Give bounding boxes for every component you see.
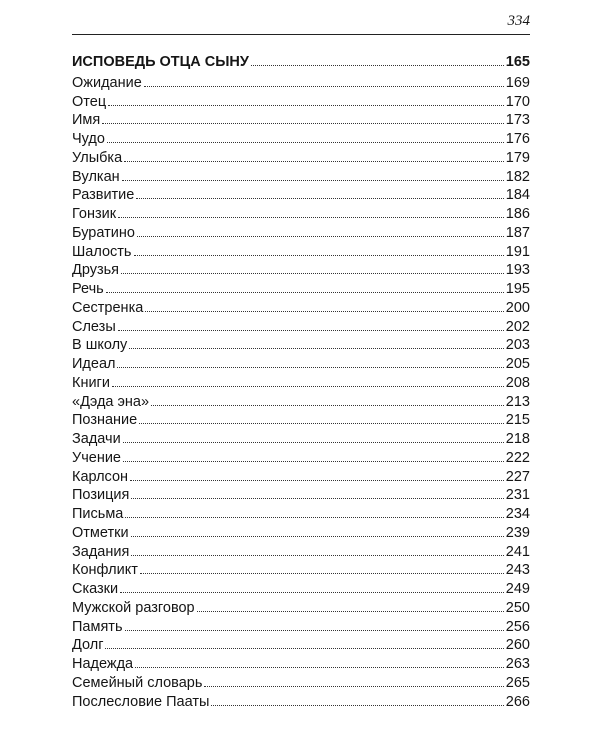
toc-entry-page: 176 <box>505 131 530 147</box>
toc-entry-page: 213 <box>505 393 530 410</box>
toc-entry-page: 241 <box>505 543 530 560</box>
toc-entry-title: Письма <box>72 506 124 522</box>
toc-entry-title: «Дэда эна» <box>72 393 150 410</box>
toc-entry <box>72 618 530 637</box>
toc-entry-page: 208 <box>505 374 530 391</box>
toc-entry-page: 265 <box>505 674 530 691</box>
toc-entry <box>72 186 530 205</box>
leader-dots <box>102 122 504 124</box>
toc-entry <box>72 93 530 112</box>
leader-dots <box>145 310 504 312</box>
toc-entry <box>72 355 530 374</box>
toc-entry <box>72 243 530 262</box>
toc-entry-page: 179 <box>505 149 530 166</box>
toc-entry-page: 218 <box>505 431 530 447</box>
toc-entry <box>72 468 530 487</box>
toc-entry-title: Семейный словарь <box>72 674 203 691</box>
toc-entry-page: 263 <box>505 656 530 672</box>
toc-entry-title: Надежда <box>72 656 134 672</box>
toc-entry-page: 182 <box>505 168 530 185</box>
toc-entry-title: Чудо <box>72 131 105 147</box>
leader-dots <box>131 554 503 556</box>
toc-entry <box>72 543 530 562</box>
leader-dots <box>123 441 504 443</box>
toc-entry-title: Память <box>72 618 123 635</box>
toc-entry <box>72 130 530 149</box>
toc-heading-title: ИСПОВЕДЬ ОТЦА СЫНУ <box>72 54 249 70</box>
toc-entry-page: 200 <box>505 299 530 316</box>
leader-dots <box>107 141 504 143</box>
toc-entry-page: 191 <box>505 243 530 260</box>
leader-dots <box>125 516 503 518</box>
toc-entry-page: 227 <box>505 468 530 485</box>
leader-dots <box>117 366 503 368</box>
toc-entry <box>72 561 530 580</box>
toc-entry-title: Сестренка <box>72 299 144 316</box>
toc-entry-page: 202 <box>505 318 530 335</box>
toc-entry-title: Ожидание <box>72 74 142 91</box>
toc-entry-title: Вулкан <box>72 168 120 185</box>
page-number: 334 <box>507 13 530 29</box>
leader-dots <box>151 404 504 406</box>
leader-dots <box>121 272 504 274</box>
leader-dots <box>105 647 503 649</box>
toc-entry <box>72 393 530 412</box>
toc-entry-title: Конфликт <box>72 562 138 579</box>
leader-dots <box>129 347 504 349</box>
toc-entry-title: Шалость <box>72 243 132 260</box>
leader-dots <box>108 104 504 106</box>
toc-entry <box>72 430 530 449</box>
leader-dots <box>125 629 504 631</box>
toc-entry-page: 173 <box>505 112 530 129</box>
leader-dots <box>139 422 504 424</box>
toc-entry-title: Мужской разговор <box>72 599 195 616</box>
toc-entry-title: Долг <box>72 637 104 654</box>
leader-dots <box>122 179 504 181</box>
toc-entry <box>72 449 530 468</box>
toc-entry-page: 256 <box>505 618 530 635</box>
toc-entry-page: 187 <box>505 224 530 241</box>
leader-dots <box>204 685 503 687</box>
toc-entry-page: 215 <box>505 412 530 429</box>
toc-heading-page: 165 <box>505 54 530 70</box>
toc-entry <box>72 168 530 187</box>
leader-dots <box>118 329 504 331</box>
toc-entry-title: Отец <box>72 93 107 110</box>
toc-entry-title: Развитие <box>72 187 135 204</box>
toc-entry-title: Улыбка <box>72 149 123 166</box>
leader-dots <box>211 704 503 706</box>
leader-dots <box>197 610 504 612</box>
toc-entry <box>72 693 530 712</box>
toc-entry-title: Речь <box>72 281 104 297</box>
toc-entry-page: 250 <box>505 599 530 616</box>
toc-entry <box>72 524 530 543</box>
toc-list <box>72 74 530 712</box>
leader-dots <box>130 479 504 481</box>
toc-entry-page: 184 <box>505 187 530 204</box>
header-rule <box>72 34 530 35</box>
toc-entry-page: 234 <box>505 506 530 522</box>
toc-entry-page: 266 <box>505 693 530 710</box>
leader-dots <box>131 535 504 537</box>
toc-entry-title: Учение <box>72 449 122 466</box>
toc-entry-title: Познание <box>72 412 138 429</box>
leader-dots <box>136 197 503 199</box>
toc-entry <box>72 374 530 393</box>
toc-entry <box>72 486 530 505</box>
toc-entry <box>72 74 530 93</box>
leader-dots <box>140 572 504 574</box>
toc-entry <box>72 655 530 674</box>
toc-entry-title: Идеал <box>72 356 116 372</box>
leader-dots <box>135 666 504 668</box>
toc-entry <box>72 224 530 243</box>
toc-entry <box>72 636 530 655</box>
leader-dots <box>120 591 504 593</box>
leader-dots <box>131 497 503 499</box>
toc-entry-title: Задачи <box>72 431 121 447</box>
toc-entry-title: Карлсон <box>72 468 129 485</box>
toc-entry <box>72 205 530 224</box>
toc-entry-page: 203 <box>505 337 530 354</box>
toc-entry-page: 260 <box>505 637 530 654</box>
toc-entry <box>72 599 530 618</box>
toc-heading <box>72 53 530 72</box>
toc-entry <box>72 505 530 524</box>
leader-dots <box>137 235 504 237</box>
leader-dots <box>112 385 504 387</box>
toc-entry-page: 169 <box>505 74 530 91</box>
toc-entry-title: Гонзик <box>72 206 117 222</box>
toc-entry <box>72 299 530 318</box>
toc-entry <box>72 336 530 355</box>
toc-entry <box>72 580 530 599</box>
leader-dots <box>251 64 504 66</box>
toc-entry-page: 243 <box>505 562 530 579</box>
leader-dots <box>124 160 504 162</box>
toc-entry <box>72 280 530 299</box>
toc-entry-title: Имя <box>72 112 101 129</box>
toc-entry-title: Друзья <box>72 262 120 279</box>
leader-dots <box>123 460 504 462</box>
leader-dots <box>106 291 504 293</box>
leader-dots <box>134 254 504 256</box>
toc-entry-title: Буратино <box>72 224 135 241</box>
toc-entry-page: 222 <box>505 449 530 466</box>
toc-entry-page: 205 <box>505 356 530 372</box>
table-of-contents <box>72 53 530 711</box>
toc-entry <box>72 674 530 693</box>
toc-entry <box>72 318 530 337</box>
toc-entry-page: 170 <box>505 93 530 110</box>
toc-entry-title: Послесловие Пааты <box>72 693 210 710</box>
toc-entry-title: Слезы <box>72 318 116 335</box>
toc-entry-title: Книги <box>72 374 110 391</box>
toc-entry-page: 249 <box>505 581 530 597</box>
toc-entry <box>72 149 530 168</box>
toc-entry-title: Отметки <box>72 524 129 541</box>
toc-entry-title: Позиция <box>72 487 130 504</box>
toc-entry <box>72 261 530 280</box>
toc-entry-title: Сказки <box>72 581 119 597</box>
toc-entry-page: 231 <box>505 487 530 504</box>
toc-entry-page: 186 <box>505 206 530 222</box>
toc-entry-title: Задания <box>72 543 130 560</box>
toc-entry-page: 193 <box>505 262 530 279</box>
leader-dots <box>144 85 504 87</box>
leader-dots <box>118 216 504 218</box>
toc-entry-title: В школу <box>72 337 128 354</box>
toc-entry <box>72 111 530 130</box>
toc-entry <box>72 411 530 430</box>
toc-entry-page: 195 <box>505 281 530 297</box>
toc-entry-page: 239 <box>505 524 530 541</box>
